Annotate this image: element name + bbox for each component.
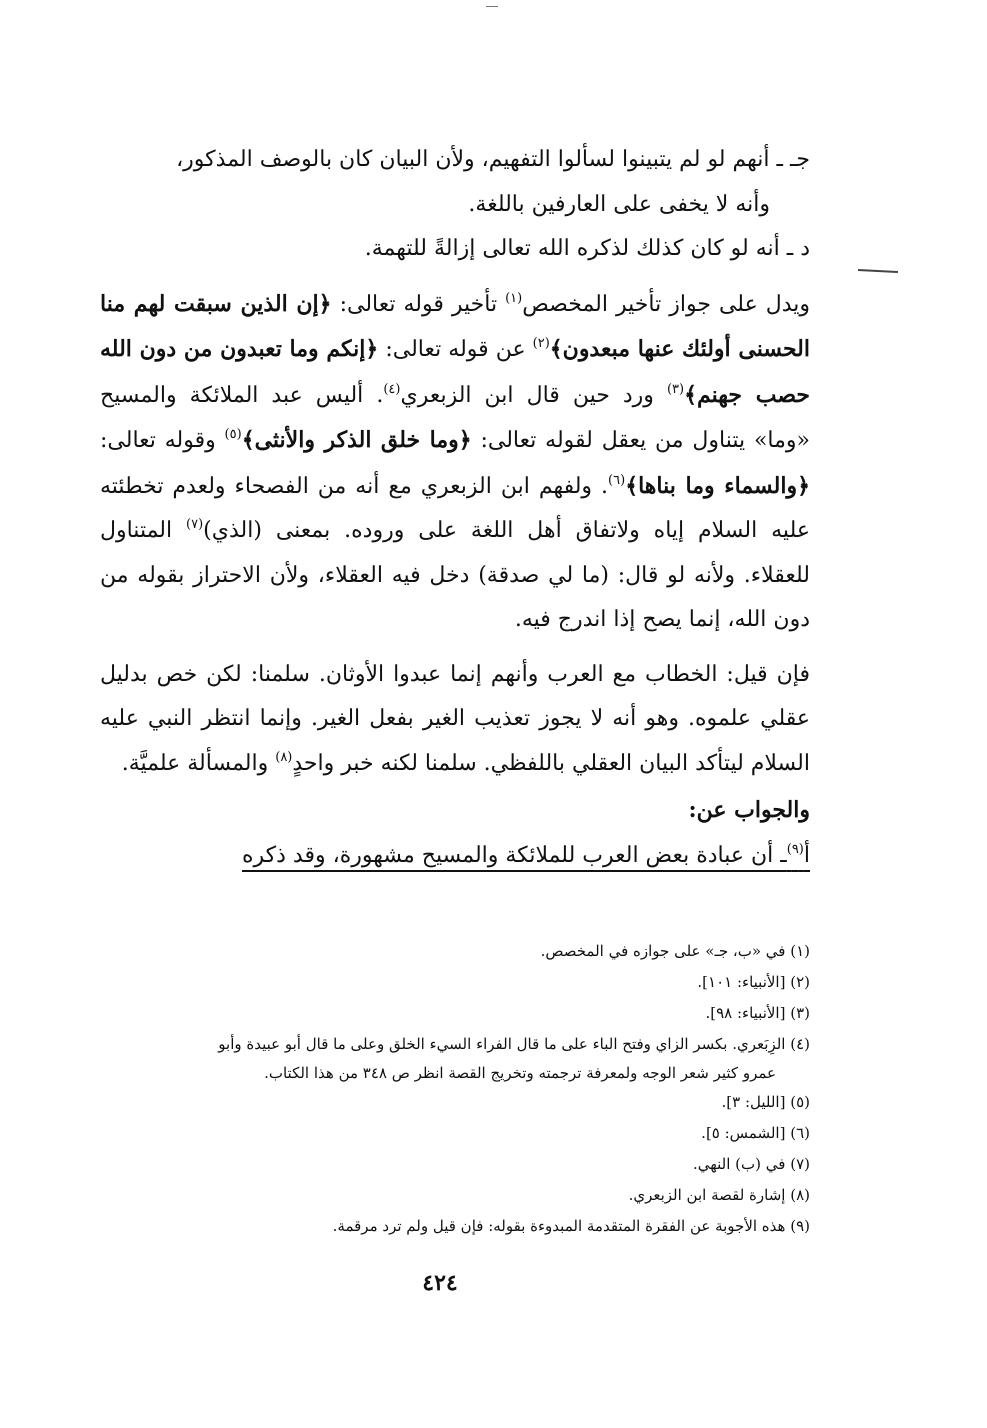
answer-a-letter: أ — [803, 843, 810, 868]
footnote-ref-2: (٢) — [532, 336, 550, 351]
p1-f: وقوله تعالى: — [100, 428, 225, 453]
p1-d: ورد حين قال ابن الزبعري — [400, 382, 667, 408]
item-d — [100, 227, 810, 272]
item-j — [100, 138, 810, 183]
quran-quote-3: ﴿وما خلق الذكر والأنثى﴾ — [241, 427, 472, 453]
footnote-ref-8: (٨) — [275, 749, 293, 765]
answer-a — [100, 834, 810, 879]
p1-a: ويدل على جواز تأخير المخصص — [522, 291, 810, 317]
footnote-ref-4: (٤) — [383, 381, 401, 397]
scan-mark — [486, 6, 498, 7]
footnote-ref-7: (٧) — [186, 517, 204, 532]
p1-e: . أليس عبد الملائكة والمسيح «وما» يتناول من يعقل لقوله تعالى: — [100, 382, 810, 453]
item-j-line2: وأنه لا يخفى على العارفين باللغة. — [468, 191, 770, 217]
answer-a-text: ـ أن عبادة بعض العرب للملائكة والمسيح مشهورة، وقد ذكره — [242, 843, 787, 868]
page-number: ٤٢٤ — [422, 1270, 458, 1296]
footnote-4-continuation: عمرو كثير شعر الوجه ولمعرفة ترجمته وتخريج القصة انظر ص ٣٤٨ من هذا الكتاب. — [264, 1064, 776, 1082]
footnote-4: (٤) الزِبَعري. بكسر الزاي وفتح الباء على ما قال الفراء السيء الخلق وعلى ما قال أبو عبيدة وأبو — [218, 1035, 810, 1053]
item-d-text: د ـ أنه لو كان كذلك لذكره الله تعالى إزالةً للتهمة. — [364, 236, 810, 261]
p1-c: عن قوله تعالى: — [378, 337, 533, 362]
footnote-8: (٨) إشارة لقصة ابن الزبعري. — [628, 1186, 810, 1204]
footnote-ref-9: (٩) — [786, 842, 804, 857]
answer-a-line — [242, 843, 810, 868]
footnote-ref-5: (٥) — [224, 427, 242, 442]
quran-quote-2: ﴿إنكم وما تعبدون من دون الله حصب جهنم﴾ — [100, 336, 810, 408]
footnote-1: (١) في «ب، جـ» على جوازه في المخصص. — [540, 942, 810, 960]
p2-b: والمسألة علميَّة. — [121, 750, 276, 776]
footnote-3: (٣) [الأنبياء: ٩٨]. — [705, 1004, 810, 1022]
page-body — [100, 138, 810, 879]
margin-mark — [858, 269, 898, 273]
footnote-6: (٦) [الشمس: ٥]. — [701, 1124, 810, 1142]
item-j-line1: جـ ـ أنهم لو لم يتبينوا لسألوا التفهيم، ولأن البيان كان بالوصف المذكور، — [176, 147, 810, 172]
p2-a: فإن قيل: الخطاب مع العرب وأنهم إنما عبدوا الأوثان. سلمنا: لكن خص بدليل عقلي علموه. وهو أنه لا يجوز تعذيب الغير بفعل الغير. وإنما انتظر النبي عليه السلام ليتأكد البيان العقلي باللفظي. سلمنا لكنه خبر واحدٍ — [100, 661, 810, 776]
paragraph-evidence — [100, 282, 810, 643]
footnote-ref-6: (٦) — [608, 472, 626, 488]
quran-quote-4: ﴿والسماء وما بناها﴾ — [625, 472, 810, 499]
footnote-ref-1: (١) — [505, 290, 523, 306]
footnote-ref-3: (٣) — [666, 381, 685, 397]
footnote-9: (٩) هذه الأجوبة عن الفقرة المتقدمة المبدوءة بقوله: فإن قيل ولم ترد مرقمة. — [332, 1217, 810, 1235]
footnote-7: (٧) في (ب) النهي. — [692, 1155, 810, 1173]
footnote-2: (٢) [الأنبياء: ١٠١]. — [697, 973, 810, 991]
footnote-5: (٥) [الليل: ٣]. — [721, 1093, 810, 1111]
quran-quote-1: ﴿إن الذين سبقت لهم منا الحسنى أولئك عنها مبعدون﴾ — [100, 290, 810, 362]
item-j-continuation — [100, 183, 810, 228]
paragraph-objection — [100, 653, 810, 787]
answer-heading: والجواب عن: — [688, 797, 810, 823]
p1-h: المتناول للعقلاء. ولأنه لو قال: (ما لي صدقة) دخل فيه العقلاء، ولأن الاحتراز بقوله من دون الله، إنما يصح إذا اندرج فيه. — [100, 518, 810, 632]
footnotes — [100, 936, 810, 1242]
p1-b: تأخير قوله تعالى: — [331, 291, 506, 317]
p1-g: . ولفهم ابن الزبعري مع أنه من الفصحاء ولعدم تخطئته عليه السلام إياه ولاتفاق أهل اللغة على وروده. بمعنى (الذي) — [100, 473, 810, 543]
